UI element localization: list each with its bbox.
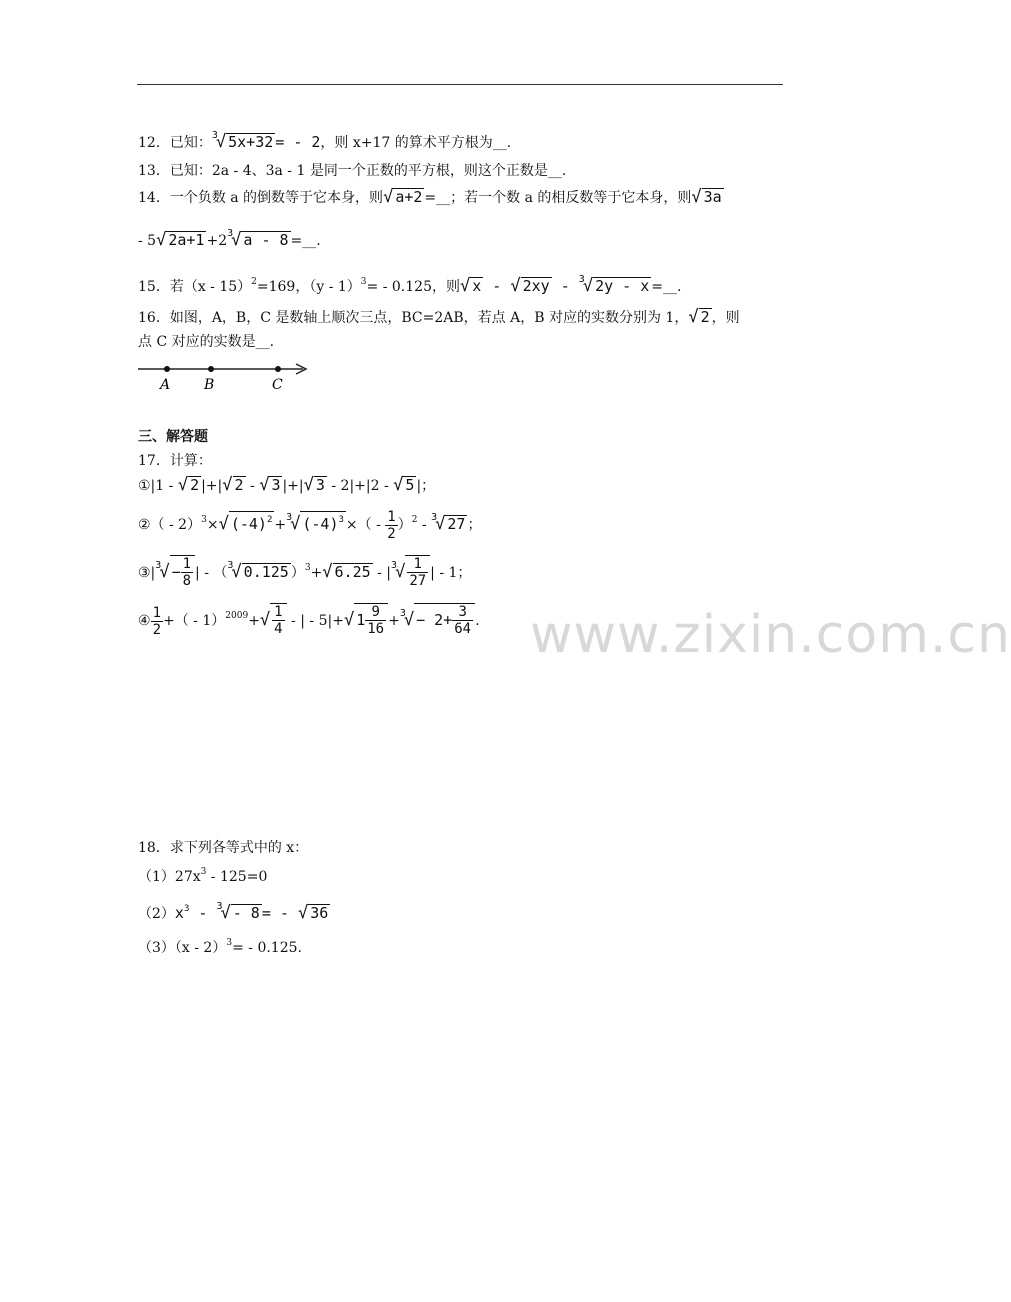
point-a: [164, 366, 170, 372]
q14-text-4: +2: [206, 233, 228, 249]
s2-m3: = -: [261, 904, 298, 922]
e2-i2: 3: [431, 512, 438, 523]
q12-tail: ，则 x+17 的算术平方根为__.: [320, 135, 512, 151]
q18-sub-2: $(2)x^3 - ^3√ - 8$ = - √ 36: [138, 901, 329, 923]
e2-x2: 2: [266, 515, 273, 525]
point-c: [275, 366, 281, 372]
s2-r2: 36: [310, 904, 329, 922]
e1-t2: |+|: [201, 478, 223, 494]
s1-t1: （1）27x: [138, 869, 201, 885]
watermark: www.zixin.com.cn: [530, 605, 1011, 665]
q18-sub-1: [138, 862, 267, 887]
e3-x: 3: [304, 563, 311, 573]
q16-radicand: 2: [700, 308, 710, 326]
e2-t3: +: [274, 517, 287, 533]
s2-i: 3: [216, 901, 223, 912]
question-12: 12．已知：$^3$√ 5x+32 = - 2，则 x+17 的算术平方根为__.: [138, 130, 512, 152]
question-14-line2: - 5√ $2a+1 +2^3√$ a - 8 =__.: [138, 228, 321, 250]
e2-t6: -: [417, 517, 432, 533]
question-16-line1: 16．如图，A，B，C 是数轴上顺次三点，BC=2AB，若点 A，B 对应的实数分别为 1，√ 2 ，则: [138, 307, 740, 327]
e2-t7: ；: [467, 517, 482, 533]
q18-sub-3: [138, 933, 302, 958]
q12-radicand: 5x+32: [228, 133, 274, 151]
e3-t5: - |: [372, 565, 392, 581]
e4-t4: +: [388, 613, 400, 629]
q14-text-2: =__；若一个数 a 的相反数等于它本身，则: [424, 190, 692, 206]
point-b: [208, 366, 214, 372]
e2-i1: 3: [286, 512, 293, 523]
q15-radicand-3: 2y - x: [595, 277, 650, 295]
q14-radicand-3: 2a+1: [168, 231, 205, 249]
q12-label: 12．已知：: [138, 135, 212, 151]
e2-fd: 2: [387, 525, 396, 542]
question-18-title: 18．求下列各等式中的 x：: [138, 840, 309, 856]
e4-frac-2: [272, 604, 284, 637]
q14-text-1: 14．一个负数 a 的倒数等于它本身，则: [138, 190, 384, 206]
q15-radicand-1: x: [472, 277, 482, 295]
e3-r2: 0.125: [243, 563, 289, 581]
e2-t4: ×（ -: [345, 517, 386, 533]
question-17-title: 17．计算：: [138, 453, 212, 469]
e2-x3: 3: [338, 515, 344, 525]
e4-t3: - | - 5|+: [286, 613, 344, 629]
e1-t4: |+|: [282, 478, 304, 494]
label-a: A: [160, 377, 171, 393]
e3-fd2: 27: [409, 573, 427, 589]
e2-frac: [385, 509, 397, 542]
q17-expr-2: ②（ - 2）$^3$×√ $(-4)^2 +^3√$ $(-4)^3$ ×（ - $\frac{1}{2}$ ）$^2$ - $^3$√ 27 ；: [138, 508, 482, 542]
s3-x: 3: [226, 938, 233, 948]
e3-i2: 3: [227, 560, 234, 571]
e4-t5: .: [475, 613, 480, 629]
label-b: B: [204, 377, 215, 393]
e4-fd: 2: [152, 621, 161, 638]
e2-t1: ②（ - 2）: [138, 517, 202, 533]
e1-t1: ①|1 -: [138, 478, 178, 494]
q15-text-3: = - 0.125，则: [366, 279, 460, 295]
question-16-line2: 点 C 对应的实数是__.: [138, 334, 275, 350]
e4-x: 2009: [225, 611, 249, 621]
e2-r1: (-4): [230, 515, 267, 533]
s2-r1: - 8: [232, 904, 260, 922]
e2-x1: 3: [201, 515, 207, 525]
e3-frac-1: [181, 556, 193, 589]
e3-t6: | - 1；: [430, 565, 472, 581]
e1-r1: 2: [190, 476, 200, 494]
e3-t3: ）: [290, 565, 305, 581]
e3-t1: ③|: [138, 565, 156, 581]
e1-t3: -: [245, 478, 260, 494]
e4-r: − 2+: [416, 611, 453, 629]
q15-root-index: 3: [578, 274, 585, 285]
e4-fd3: 16: [367, 621, 385, 637]
q14-text-3: - 5: [138, 233, 157, 249]
e1-r2: 2: [234, 476, 244, 494]
s2-m2: -: [189, 904, 217, 922]
s2-t1: （2）: [138, 906, 175, 922]
e4-fn2: 1: [274, 604, 283, 620]
q15-text-4: =__.: [651, 279, 682, 295]
e4-fn4: 3: [452, 604, 473, 621]
e1-t5: - 2|+|2 -: [326, 478, 394, 494]
e2-r3: 27: [447, 515, 466, 533]
s1-t2: - 125=0: [206, 869, 268, 885]
q16-text-1: 16．如图，A，B，C 是数轴上顺次三点，BC=2AB，若点 A，B 对应的实数分别为 1，: [138, 310, 689, 326]
e4-t2: +: [248, 613, 260, 629]
e3-fn: 1: [182, 556, 192, 572]
label-c: C: [272, 377, 283, 393]
e2-fn: 1: [387, 508, 396, 525]
q17-expr-3: $③|^3√$ − $\frac{1}{8}$ | - （$^3$√ 0.125 ）$^3$+√ $6.25 - |^3√$ $\frac{1}{27}$ | - 1；: [138, 556, 472, 589]
e4-i: 3: [399, 608, 406, 619]
e2-t5: ）: [397, 517, 412, 533]
q17-expr-4: ④ $\frac{1}{2}$ +（ - 1）$^{2009}$+√ $\frac{1}{4}$ - | - 5|+√ 1 $\frac{9}{16}$ +$^3$√ − 2+ $\frac{3}{64}$ .: [138, 604, 480, 638]
e1-t6: |；: [416, 478, 436, 494]
q16-text-2: ，则: [711, 310, 740, 326]
e4-frac-4: [452, 604, 473, 637]
e3-t2: | - （: [195, 565, 228, 581]
header-rule: [137, 84, 783, 85]
question-15: 15．若（x - 15）$^2$=169，（y - 1）$^3$= - 0.125，则√ x - √ 2xy - $^3$√ 2y - x =__.: [138, 274, 682, 296]
e3-i3: 3: [391, 560, 398, 571]
q12-equals: = - 2: [275, 133, 321, 151]
e4-frac-3: [365, 604, 386, 637]
q14-text-5: =__.: [290, 233, 321, 249]
question-13: 13．已知：2a - 4、3a - 1 是同一个正数的平方根，则这个正数是__.: [138, 163, 567, 179]
q15-op-2: -: [551, 277, 579, 295]
e1-r5: 5: [405, 476, 415, 494]
s1-x: 3: [200, 867, 207, 877]
e4-t1: +（ - 1）: [163, 613, 226, 629]
q15-exp-2: 3: [360, 277, 367, 287]
e4-circle: ④: [138, 613, 151, 629]
e1-r3: 3: [271, 476, 281, 494]
q15-exp-1: 2: [251, 277, 257, 287]
e4-fd4: 64: [454, 621, 472, 637]
q15-op-1: -: [483, 277, 511, 295]
q14-radicand-2: 3a: [703, 188, 722, 206]
number-line-figure: [138, 358, 313, 398]
e4-whole: 1: [356, 611, 366, 629]
e3-t4: +: [310, 565, 323, 581]
s2-x: 3: [183, 904, 190, 914]
s3-t2: = - 0.125.: [232, 940, 302, 956]
section-3-title: 三、解答题: [138, 429, 208, 445]
e3-frac-2: [407, 556, 428, 589]
q14-radicand-1: a+2: [395, 188, 423, 206]
e4-fn3: 9: [365, 604, 386, 621]
e3-fd: 8: [182, 573, 192, 589]
e4-fn: 1: [152, 604, 161, 621]
q15-text-2: =169，（y - 1）: [256, 279, 361, 295]
question-14-line1: 14．一个负数 a 的倒数等于它本身，则√ a+2 =__；若一个数 a 的相反数等于它本身，则√ 3a: [138, 187, 722, 207]
e3-r1: −: [171, 563, 181, 581]
e2-r2: (-4): [302, 515, 339, 533]
e3-fn2: 1: [407, 556, 428, 573]
q14-root-index: 3: [227, 228, 234, 239]
e3-i1: 3: [155, 560, 162, 571]
e2-t2: ×: [206, 517, 219, 533]
e2-x4: 2: [411, 515, 418, 525]
q17-expr-1: ①|1 - √ 2 |+|√ 2 - √ 3 |+|√ 3 - 2|+|2 - √ 5 |；: [138, 475, 436, 495]
e4-fd2: 4: [274, 621, 283, 637]
q12-root-index: 3: [211, 130, 218, 141]
q15-text-1: 15．若（x - 15）: [138, 279, 252, 295]
q15-radicand-2: 2xy: [522, 277, 550, 295]
e4-frac-1: [151, 605, 163, 638]
e3-r3: 6.25: [334, 563, 371, 581]
s2-m1: x: [174, 904, 184, 922]
q14-radicand-4: a - 8: [243, 231, 289, 249]
s3-t1: （3）（x - 2）: [138, 940, 227, 956]
e1-r4: 3: [315, 476, 325, 494]
